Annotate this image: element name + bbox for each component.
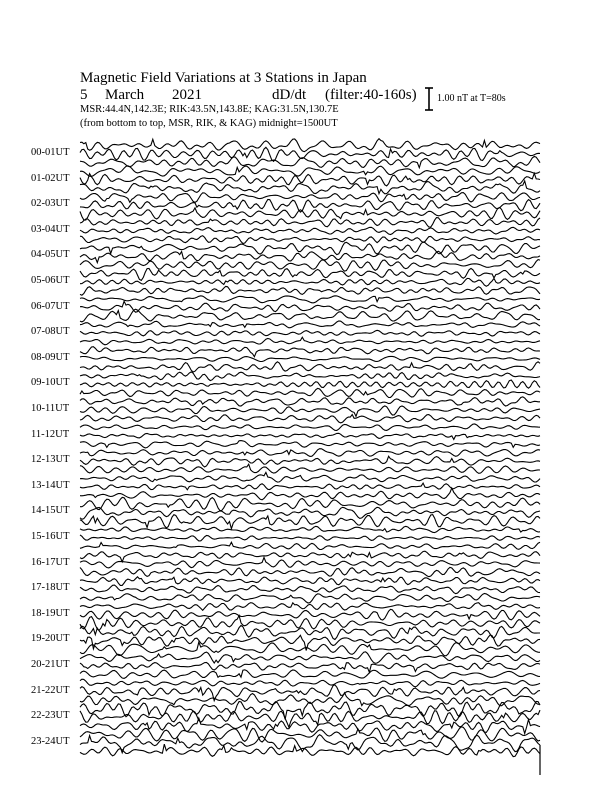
hour-label-00-01ut: 00-01UT [31,147,70,158]
hour-label-21-22ut: 21-22UT [31,684,70,696]
trace-kag-08-09ut [80,347,540,357]
trace-kag-10-11ut [80,397,540,406]
trace-msr-07-08ut [80,337,540,345]
hour-label-05-06ut: 05-06UT [31,275,70,286]
hour-label-15-16ut: 15-16UT [31,531,70,542]
trace-kag-01-02ut [80,166,540,177]
chart-title: Magnetic Field Variations at 3 Stations in Japan [80,70,367,86]
trace-kag-13-14ut [80,472,540,482]
trace-rik-13-14ut [80,483,540,490]
hour-label-14-15ut: 14-15UT [31,505,70,517]
trace-rik-15-16ut [80,535,540,541]
trace-kag-11-12ut [80,424,540,430]
hour-label-12-13ut: 12-13UT [31,454,70,466]
trace-rik-12-13ut [80,456,540,467]
date-year: 2021 [172,87,202,103]
scale-bar [425,88,433,110]
trace-kag-22-23ut [80,702,540,720]
station-coordinates: MSR:44.4N,142.3E; RIK:43.5N,143.8E; KAG:31.5N,130.7E [80,104,339,115]
hour-label-02-03ut: 02-03UT [31,198,70,210]
hour-label-09-10ut: 09-10UT [31,377,70,389]
trace-kag-09-10ut [80,372,540,381]
trace-rik-18-19ut [80,609,540,620]
trace-kag-20-21ut [80,652,540,664]
trace-msr-18-19ut [80,616,540,631]
trace-msr-09-10ut [80,388,540,397]
trace-rik-20-21ut [80,662,540,672]
trace-kag-05-06ut [80,268,540,280]
trace-kag-07-08ut [80,321,540,328]
date-month: March [105,87,145,103]
trace-msr-16-17ut [80,567,540,576]
hour-label-03-04ut: 03-04UT [31,223,70,235]
date-day: 5 [80,87,88,103]
trace-rik-10-11ut [80,406,540,416]
trace-msr-05-06ut [80,286,540,295]
trace-rik-16-17ut [80,558,540,568]
quantity-label: dD/dt [272,87,307,103]
hour-label-20-21ut: 20-21UT [31,659,70,670]
trace-msr-21-22ut [80,693,540,706]
trace-msr-01-02ut [80,181,540,194]
trace-msr-00-01ut [80,156,540,167]
trace-msr-13-14ut [80,488,540,500]
hour-label-22-23ut: 22-23UT [31,710,70,722]
trace-kag-12-13ut [80,449,540,457]
trace-rik-05-06ut [80,278,540,286]
trace-msr-06-07ut [80,309,540,322]
trace-kag-03-04ut [80,218,540,228]
trace-kag-15-16ut [80,526,540,532]
trace-rik-07-08ut [80,330,540,336]
trace-rik-21-22ut [80,685,540,701]
trace-msr-02-03ut [80,207,540,220]
trace-rik-04-05ut [80,251,540,262]
trace-msr-03-04ut [80,236,540,244]
hour-label-13-14ut: 13-14UT [31,479,70,491]
hour-label-16-17ut: 16-17UT [31,556,70,568]
trace-rik-00-01ut [80,147,540,161]
hour-label-10-11ut: 10-11UT [31,403,70,414]
trace-kag-02-03ut [80,193,540,203]
trace-msr-17-18ut [80,594,540,604]
trace-rik-17-18ut [80,585,540,594]
hour-label-01-02ut: 01-02UT [31,172,70,184]
station-order-note: (from bottom to top, MSR, RIK, & KAG) midnight=1500UT [80,118,338,129]
trace-msr-14-15ut [80,515,540,529]
trace-kag-00-01ut [80,139,540,152]
trace-msr-11-12ut [80,441,540,448]
hour-label-23-24ut: 23-24UT [31,735,70,747]
hour-label-08-09ut: 08-09UT [31,351,70,363]
trace-kag-17-18ut [80,577,540,586]
trace-kag-16-17ut [80,551,540,562]
trace-rik-08-09ut [80,356,540,361]
trace-msr-15-16ut [80,542,540,549]
trace-kag-06-07ut [80,296,540,303]
trace-rik-01-02ut [80,173,540,186]
hour-label-19-20ut: 19-20UT [31,633,70,645]
trace-rik-11-12ut [80,433,540,439]
filter-label: (filter:40-160s) [325,87,417,103]
trace-kag-14-15ut [80,497,540,510]
trace-rik-06-07ut [80,301,540,312]
trace-rik-03-04ut [80,227,540,234]
trace-kag-18-19ut [80,603,540,611]
trace-rik-14-15ut [80,507,540,519]
hour-label-18-19ut: 18-19UT [31,607,70,619]
hour-label-04-05ut: 04-05UT [31,249,70,261]
hour-label-17-18ut: 17-18UT [31,582,70,594]
trace-msr-20-21ut [80,670,540,679]
trace-msr-23-24ut [80,744,540,757]
trace-kag-21-22ut [80,679,540,687]
hour-label-07-08ut: 07-08UT [31,326,70,338]
trace-msr-10-11ut [80,415,540,423]
trace-rik-09-10ut [80,380,540,388]
scale-bar-label: 1.00 nT at T=80s [437,93,506,104]
trace-msr-08-09ut [80,362,540,372]
hour-label-11-12ut: 11-12UT [31,428,70,440]
hour-label-06-07ut: 06-07UT [31,300,70,312]
